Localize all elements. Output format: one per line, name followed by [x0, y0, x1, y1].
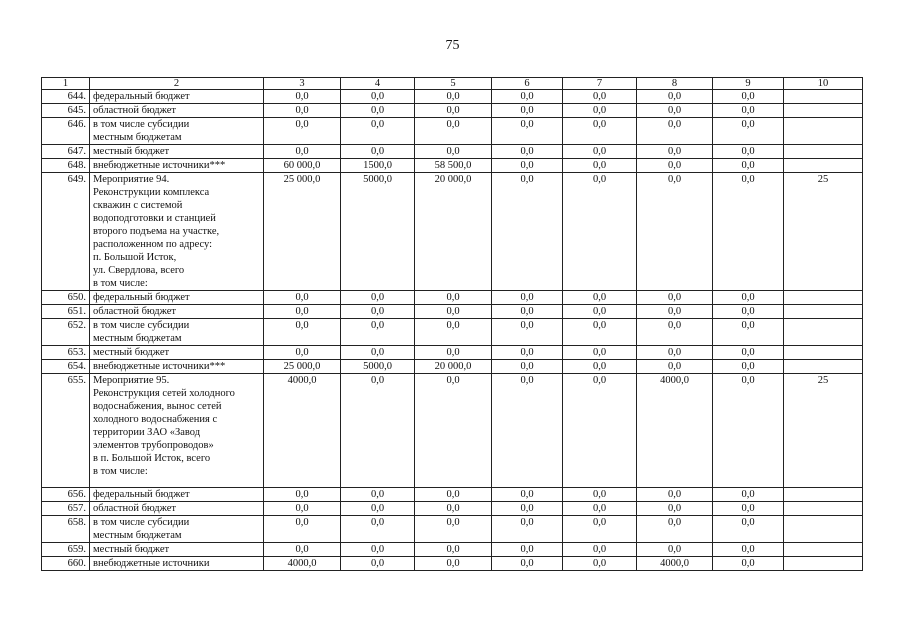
table-row	[42, 488, 863, 502]
row-description	[90, 118, 264, 145]
description-line: в п. Большой Исток, всего	[93, 453, 211, 464]
table-row	[42, 145, 863, 159]
value-cell: 0,0	[563, 90, 637, 104]
description-line: федеральный бюджет	[93, 292, 190, 303]
row-description	[90, 374, 264, 488]
description-line: территории ЗАО «Завод	[93, 427, 201, 438]
value-cell: 0,0	[637, 488, 713, 502]
value-cell: 0,0	[341, 90, 415, 104]
value-cell: 0,0	[563, 145, 637, 159]
value-cell: 0,0	[341, 305, 415, 319]
description-line: расположенном по адресу:	[93, 239, 213, 250]
description-line: местным бюджетам	[93, 132, 182, 143]
row-number: 648.	[42, 159, 90, 173]
column-header: 1	[42, 78, 90, 90]
value-cell: 0,0	[713, 374, 784, 488]
description-line: Мероприятие 95.	[93, 375, 170, 386]
value-cell: 0,0	[492, 502, 563, 516]
row-number: 660.	[42, 557, 90, 571]
column-header: 3	[264, 78, 341, 90]
value-cell: 0,0	[415, 346, 492, 360]
value-cell: 0,0	[492, 374, 563, 488]
value-cell: 0,0	[492, 305, 563, 319]
value-cell: 0,0	[713, 557, 784, 571]
description-line: в том числе субсидии	[93, 119, 190, 130]
value-cell: 25 000,0	[264, 173, 341, 291]
value-cell: 0,0	[492, 173, 563, 291]
value-cell: 0,0	[563, 557, 637, 571]
description-line: внебюджетные источники	[93, 558, 210, 569]
value-cell: 0,0	[341, 145, 415, 159]
row-number: 657.	[42, 502, 90, 516]
value-cell: 0,0	[563, 516, 637, 543]
row-description	[90, 502, 264, 516]
value-cell: 0,0	[264, 319, 341, 346]
value-cell: 0,0	[637, 319, 713, 346]
value-cell: 0,0	[637, 516, 713, 543]
value-cell: 0,0	[341, 319, 415, 346]
value-cell: 0,0	[492, 360, 563, 374]
row-number: 649.	[42, 173, 90, 291]
table-row	[42, 543, 863, 557]
description-line: скважин с системой	[93, 200, 183, 211]
row-number: 647.	[42, 145, 90, 159]
description-line: п. Большой Исток,	[93, 252, 177, 263]
value-cell: 0,0	[341, 118, 415, 145]
value-cell: 20 000,0	[415, 360, 492, 374]
row-description	[90, 557, 264, 571]
page-number: 75	[445, 38, 460, 53]
row-number: 651.	[42, 305, 90, 319]
table-row	[42, 173, 863, 291]
value-cell: 0,0	[637, 145, 713, 159]
value-cell: 0,0	[713, 159, 784, 173]
value-cell: 0,0	[341, 557, 415, 571]
value-cell: 0,0	[492, 104, 563, 118]
value-cell: 0,0	[713, 118, 784, 145]
table-row	[42, 516, 863, 543]
value-cell: 0,0	[492, 557, 563, 571]
value-cell: 0,0	[264, 346, 341, 360]
row-description	[90, 346, 264, 360]
value-cell: 0,0	[264, 305, 341, 319]
column-header: 7	[563, 78, 637, 90]
value-cell: 0,0	[415, 104, 492, 118]
value-cell: 0,0	[637, 159, 713, 173]
value-cell	[784, 319, 863, 346]
value-cell: 0,0	[264, 118, 341, 145]
value-cell: 0,0	[492, 543, 563, 557]
description-line: федеральный бюджет	[93, 91, 190, 102]
row-number: 655.	[42, 374, 90, 488]
description-line: в том числе субсидии	[93, 517, 190, 528]
value-cell	[784, 488, 863, 502]
description-line: ул. Свердлова, всего	[93, 265, 185, 276]
row-number: 644.	[42, 90, 90, 104]
value-cell: 0,0	[415, 557, 492, 571]
row-description	[90, 291, 264, 305]
column-header: 9	[713, 78, 784, 90]
value-cell: 4000,0	[637, 374, 713, 488]
table-row	[42, 118, 863, 145]
value-cell: 0,0	[713, 104, 784, 118]
column-header: 6	[492, 78, 563, 90]
value-cell: 0,0	[563, 104, 637, 118]
description-line: местный бюджет	[93, 146, 170, 157]
column-header: 8	[637, 78, 713, 90]
value-cell: 25 000,0	[264, 360, 341, 374]
column-header: 5	[415, 78, 492, 90]
value-cell: 0,0	[637, 346, 713, 360]
value-cell	[784, 291, 863, 305]
value-cell	[784, 145, 863, 159]
row-description	[90, 159, 264, 173]
row-number: 650.	[42, 291, 90, 305]
value-cell: 0,0	[713, 291, 784, 305]
row-description	[90, 516, 264, 543]
description-line: местным бюджетам	[93, 333, 182, 344]
value-cell: 0,0	[264, 516, 341, 543]
value-cell: 0,0	[415, 145, 492, 159]
value-cell	[784, 104, 863, 118]
value-cell: 0,0	[264, 543, 341, 557]
row-number: 656.	[42, 488, 90, 502]
value-cell: 0,0	[713, 488, 784, 502]
value-cell	[784, 159, 863, 173]
value-cell: 4000,0	[264, 557, 341, 571]
description-line: внебюджетные источники***	[93, 361, 226, 372]
value-cell: 0,0	[492, 90, 563, 104]
value-cell: 0,0	[415, 90, 492, 104]
value-cell: 0,0	[264, 291, 341, 305]
value-cell: 0,0	[713, 516, 784, 543]
row-number: 658.	[42, 516, 90, 543]
description-line: водоподготовки и станцией	[93, 213, 216, 224]
value-cell: 0,0	[637, 291, 713, 305]
value-cell: 0,0	[713, 305, 784, 319]
value-cell: 0,0	[713, 502, 784, 516]
value-cell	[784, 90, 863, 104]
value-cell: 0,0	[492, 118, 563, 145]
value-cell: 0,0	[492, 319, 563, 346]
value-cell: 1500,0	[341, 159, 415, 173]
description-line: областной бюджет	[93, 105, 176, 116]
row-description	[90, 488, 264, 502]
description-line: областной бюджет	[93, 306, 176, 317]
description-line: в том числе:	[93, 466, 148, 477]
table-row	[42, 90, 863, 104]
value-cell: 0,0	[563, 502, 637, 516]
column-header: 10	[784, 78, 863, 90]
value-cell: 0,0	[264, 502, 341, 516]
value-cell: 0,0	[341, 543, 415, 557]
value-cell: 0,0	[713, 173, 784, 291]
value-cell: 0,0	[415, 319, 492, 346]
row-description	[90, 543, 264, 557]
description-line: федеральный бюджет	[93, 489, 190, 500]
value-cell: 0,0	[563, 159, 637, 173]
row-number: 652.	[42, 319, 90, 346]
description-line: местный бюджет	[93, 544, 170, 555]
row-description	[90, 90, 264, 104]
value-cell: 0,0	[713, 90, 784, 104]
value-cell: 58 500,0	[415, 159, 492, 173]
value-cell: 5000,0	[341, 360, 415, 374]
row-description	[90, 104, 264, 118]
column-header: 2	[90, 78, 264, 90]
value-cell	[784, 502, 863, 516]
value-cell: 5000,0	[341, 173, 415, 291]
description-line: внебюджетные источники***	[93, 160, 226, 171]
value-cell: 0,0	[341, 488, 415, 502]
value-cell	[784, 543, 863, 557]
value-cell	[784, 305, 863, 319]
value-cell	[784, 557, 863, 571]
value-cell: 0,0	[713, 360, 784, 374]
description-line: местным бюджетам	[93, 530, 182, 541]
value-cell: 0,0	[637, 173, 713, 291]
description-line: холодного водоснабжения с	[93, 414, 218, 425]
table-row	[42, 557, 863, 571]
value-cell: 0,0	[341, 346, 415, 360]
value-cell: 0,0	[563, 305, 637, 319]
value-cell: 0,0	[341, 516, 415, 543]
value-cell: 0,0	[563, 374, 637, 488]
value-cell: 0,0	[492, 488, 563, 502]
value-cell: 20 000,0	[415, 173, 492, 291]
value-cell: 0,0	[492, 291, 563, 305]
row-description	[90, 173, 264, 291]
table-row	[42, 159, 863, 173]
value-cell: 0,0	[492, 145, 563, 159]
value-cell: 0,0	[637, 543, 713, 557]
row-description	[90, 145, 264, 159]
description-line: второго подъема на участке,	[93, 226, 220, 237]
value-cell: 0,0	[713, 319, 784, 346]
row-number: 646.	[42, 118, 90, 145]
description-line: элементов трубопроводов»	[93, 440, 214, 451]
table-row	[42, 360, 863, 374]
value-cell: 0,0	[415, 374, 492, 488]
value-cell: 0,0	[713, 543, 784, 557]
description-line: местный бюджет	[93, 347, 170, 358]
value-cell: 0,0	[637, 360, 713, 374]
value-cell: 4000,0	[637, 557, 713, 571]
value-cell: 0,0	[264, 104, 341, 118]
value-cell: 0,0	[341, 374, 415, 488]
value-cell: 0,0	[264, 90, 341, 104]
value-cell: 0,0	[415, 118, 492, 145]
value-cell: 0,0	[713, 145, 784, 159]
value-cell: 0,0	[637, 104, 713, 118]
value-cell	[784, 118, 863, 145]
value-cell: 0,0	[713, 346, 784, 360]
value-cell: 0,0	[563, 488, 637, 502]
description-line: в том числе:	[93, 278, 148, 289]
description-line: водоснабжения, вынос сетей	[93, 401, 222, 412]
value-cell: 0,0	[415, 488, 492, 502]
row-number: 659.	[42, 543, 90, 557]
value-cell: 0,0	[563, 173, 637, 291]
value-cell: 0,0	[492, 346, 563, 360]
table-row	[42, 346, 863, 360]
value-cell: 0,0	[415, 502, 492, 516]
value-cell: 0,0	[341, 104, 415, 118]
table-body	[42, 90, 863, 571]
table-row	[42, 374, 863, 488]
value-cell: 0,0	[492, 159, 563, 173]
value-cell: 0,0	[415, 543, 492, 557]
value-cell: 0,0	[637, 118, 713, 145]
value-cell: 0,0	[563, 346, 637, 360]
column-header: 4	[341, 78, 415, 90]
value-cell: 0,0	[637, 90, 713, 104]
value-cell: 4000,0	[264, 374, 341, 488]
table-row	[42, 291, 863, 305]
value-cell: 0,0	[637, 305, 713, 319]
value-cell	[784, 346, 863, 360]
value-cell: 0,0	[341, 502, 415, 516]
value-cell: 0,0	[264, 488, 341, 502]
value-cell	[784, 360, 863, 374]
row-description	[90, 319, 264, 346]
description-line: областной бюджет	[93, 503, 176, 514]
value-cell: 0,0	[563, 543, 637, 557]
value-cell: 0,0	[563, 291, 637, 305]
row-description	[90, 305, 264, 319]
value-cell: 0,0	[415, 291, 492, 305]
budget-table	[41, 77, 863, 571]
value-cell: 25	[784, 173, 863, 291]
description-line: Реконструкции комплекса	[93, 187, 210, 198]
value-cell: 25	[784, 374, 863, 488]
value-cell: 0,0	[341, 291, 415, 305]
description-line: Реконструкция сетей холодного	[93, 388, 235, 399]
value-cell	[784, 516, 863, 543]
table-row	[42, 104, 863, 118]
value-cell: 0,0	[563, 118, 637, 145]
description-line: Мероприятие 94.	[93, 174, 170, 185]
description-line: в том числе субсидии	[93, 320, 190, 331]
value-cell: 0,0	[563, 360, 637, 374]
value-cell: 0,0	[563, 319, 637, 346]
table-row	[42, 305, 863, 319]
value-cell: 0,0	[492, 516, 563, 543]
value-cell: 60 000,0	[264, 159, 341, 173]
value-cell: 0,0	[264, 145, 341, 159]
table-row	[42, 319, 863, 346]
value-cell: 0,0	[415, 516, 492, 543]
column-number-row	[42, 78, 863, 90]
row-number: 653.	[42, 346, 90, 360]
value-cell: 0,0	[415, 305, 492, 319]
row-number: 654.	[42, 360, 90, 374]
value-cell: 0,0	[637, 502, 713, 516]
table-row	[42, 502, 863, 516]
row-number: 645.	[42, 104, 90, 118]
row-description	[90, 360, 264, 374]
